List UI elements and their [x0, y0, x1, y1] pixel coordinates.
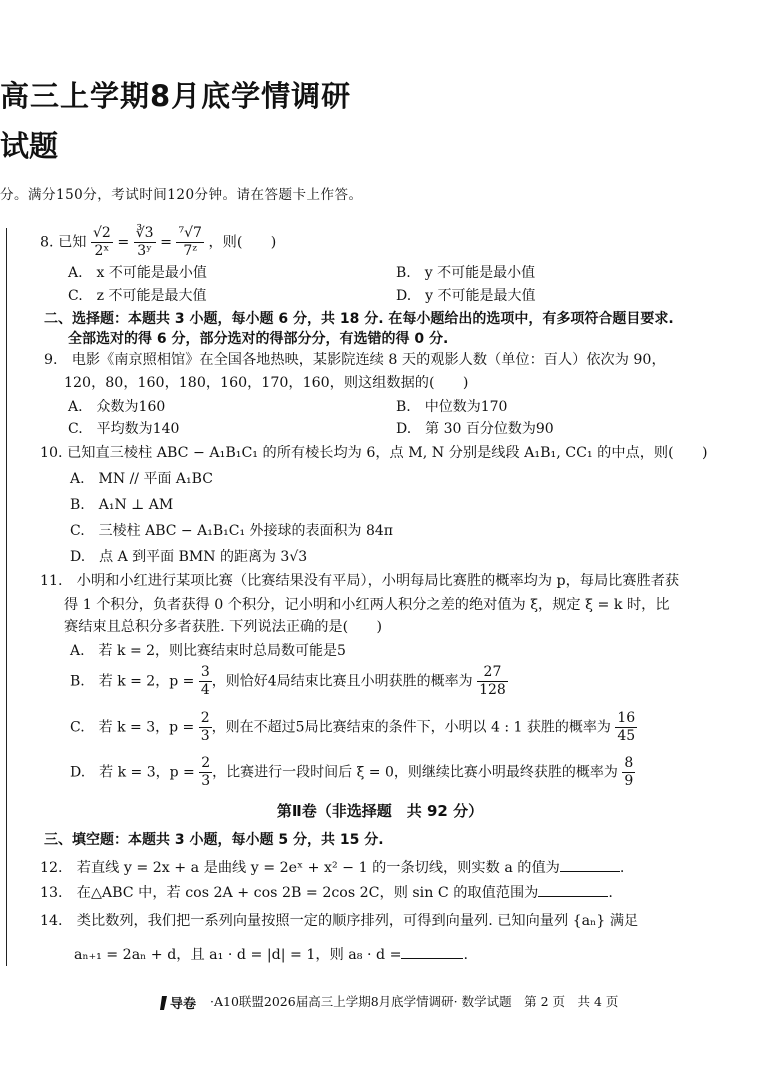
fraction: $\frac{8}{9}$	[624, 755, 634, 789]
option-8d: D. y 不可能是最大值	[396, 288, 536, 304]
option-11c: C. 若 k = 3，p = $\frac{2}{3}$ ，则在不超过5局比赛结束的条件下，小明以 4 : 1 获胜的概率为 $\frac{16}{45}$	[70, 710, 636, 744]
option-8a: A. x 不可能是最小值	[68, 265, 207, 281]
section-3-heading: 三、填空题：本题共 3 小题，每小题 5 分，共 15 分.	[44, 832, 384, 848]
question-11-cont: 得 1 个积分，负者获得 0 个积分，记小明和小红两人积分之差的绝对值为 ξ，规定 ξ = k 时，比	[64, 597, 670, 613]
option-11d: D. 若 k = 3，p = $\frac{2}{3}$ ，比赛进行一段时间后 ξ = 0，则继续比赛小明最终获胜的概率为 $\frac{8}{9}$	[70, 755, 634, 789]
option-11a: A. 若 k = 2，则比赛结束时总局数可能是5	[70, 643, 346, 659]
exam-subject-title: 试题	[0, 129, 59, 163]
question-8: 8. 已知 $\frac{√2}{\text{2ˣ}}$ = $\frac{∛3}{\text{3ʸ}}$ = $\frac{\text{⁷√7}}{\text{7ᶻ}}$ ，则( )	[40, 225, 277, 259]
fraction: $\frac{2}{3}$	[200, 710, 210, 744]
section-2-heading: 二、选择题：本题共 3 小题，每小题 6 分，共 18 分. 在每小题给出的选项中，有多项符合题目要求.	[44, 311, 674, 327]
question-9-cont: 120，80，160，180，160，170，160，则这组数据的( )	[64, 375, 469, 391]
question-10: 10. 已知直三棱柱 ABC − A₁B₁C₁ 的所有棱长均为 6，点 M, N 分别是线段 A₁B₁, CC₁ 的中点，则( )	[40, 445, 708, 461]
question-14: 14. 类比数列，我们把一系列向量按照一定的顺序排列，可得到向量列. 已知向量列 {aₙ} 满足	[40, 913, 639, 929]
option-9d: D. 第 30 百分位数为90	[396, 421, 554, 437]
brand-logo	[158, 994, 206, 1012]
option-9b: B. 中位数为170	[396, 399, 508, 415]
question-11: 11. 小明和小红进行某项比赛（比赛结果没有平局），小明每局比赛胜的概率均为 p，每局比赛胜者获	[40, 573, 680, 589]
margin-line	[6, 228, 7, 966]
section-2-rules: 全部选对的得 6 分，部分选对的得部分分，有选错的得 0 分.	[68, 331, 449, 347]
option-8c: C. z 不可能是最大值	[68, 288, 207, 304]
option-10d: D. 点 A 到平面 BMN 的距离为 3√3	[70, 549, 308, 565]
page-footer: 导卷 ·A10联盟2026届高三上学期8月底学情调研· 数学试题 第 2 页 共 4 页	[158, 992, 618, 1012]
fraction: $\frac{√2}{\text{2ˣ}}$	[92, 225, 111, 259]
option-10b: B. A₁N ⊥ AM	[70, 497, 174, 513]
fraction: $\frac{\text{⁷√7}}{\text{7ᶻ}}$	[178, 225, 202, 259]
fraction: $\frac{2}{3}$	[201, 755, 211, 789]
question-9: 9. 电影《南京照相馆》在全国各地热映，某影院连续 8 天的观影人数（单位：百人）依次为 90，	[44, 352, 666, 368]
question-11-cont2: 赛结束且总积分多者获胜. 下列说法正确的是( )	[64, 619, 383, 635]
fraction: $\frac{∛3}{\text{3ʸ}}$	[135, 225, 154, 259]
part-2-heading: 第Ⅱ卷（非选择题 共 92 分）	[276, 802, 484, 820]
fraction: $\frac{16}{45}$	[617, 710, 636, 744]
option-10a: A. MN // 平面 A₁BC	[70, 471, 213, 487]
option-11b: B. 若 k = 2，p = $\frac{3}{4}$ ，则恰好4局结束比赛且小明获胜的概率为 $\frac{27}{128}$	[70, 664, 506, 698]
exam-title: 高三上学期8月底学情调研	[0, 79, 352, 113]
fraction: $\frac{27}{128}$	[479, 664, 506, 698]
option-10c: C. 三棱柱 ABC − A₁B₁C₁ 外接球的表面积为 84π	[70, 523, 393, 539]
option-9a: A. 众数为160	[68, 399, 166, 415]
question-13: 13. 在△ABC 中，若 cos 2A + cos 2B = 2cos 2C，则 sin C 的取值范围为 .	[40, 885, 613, 901]
question-14-cont: aₙ₊₁ = 2aₙ + d，且 a₁ · d = |d| = 1，则 a₈ · d = .	[74, 947, 468, 963]
fraction: $\frac{3}{4}$	[200, 664, 210, 698]
question-12: 12. 若直线 y = 2x + a 是曲线 y = 2eˣ + x² − 1 的一条切线，则实数 a 的值为 .	[40, 860, 625, 876]
option-8b: B. y 不可能是最小值	[396, 265, 536, 281]
answer-blank	[560, 859, 620, 872]
answer-blank	[401, 946, 463, 959]
exam-instructions: 分。满分150分，考试时间120分钟。请在答题卡上作答。	[0, 187, 363, 203]
option-9c: C. 平均数为140	[68, 421, 180, 437]
svg-text:导卷: 导卷	[170, 996, 197, 1012]
answer-blank	[538, 884, 608, 897]
question-number: 8.	[40, 234, 54, 251]
